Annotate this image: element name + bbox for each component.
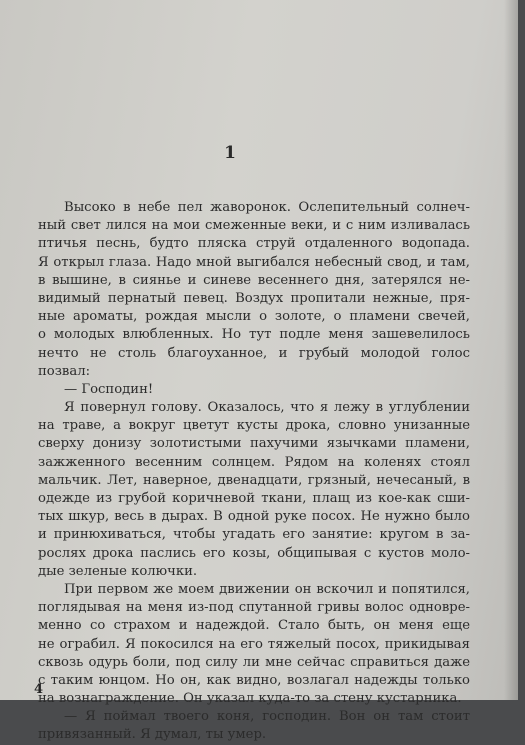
text-line: сквозь одурь боли, под силу ли мне сейчас справиться даже — [38, 654, 470, 670]
chapter-number: 1 — [224, 143, 236, 163]
text-line: привязанный. Я думал, ты умер. — [38, 727, 267, 743]
text-line: поглядывая на меня из-под спутанной гривы волос одновре- — [38, 600, 470, 616]
body-text — [38, 199, 470, 745]
text-line: в вышине, в сиянье и синеве весеннего дня, затерялся не- — [38, 272, 470, 288]
text-line: менно со страхом и надеждой. Стало быть, он меня еще — [38, 618, 470, 634]
text-line: на траве, а вокруг цветут кусты дрока, словно унизанные — [38, 418, 470, 434]
text-line: рослях дрока паслись его козы, общипывая с кустов моло- — [38, 545, 470, 561]
text-line: мальчик. Лет, наверное, двенадцати, грязный, нечесаный, в — [38, 472, 470, 488]
text-line: птичья песнь, будто пляска струй отдаленного водопада. — [38, 236, 470, 252]
text-line: ный свет лился на мои смеженные веки, и с ним изливалась — [38, 218, 470, 234]
text-line: нечто не столь благоуханное, и грубый молодой голос — [38, 345, 470, 361]
text-line: — Господин! — [64, 381, 154, 397]
text-line: — Я поймал твоего коня, господин. Вон он там стоит — [64, 709, 470, 725]
text-line: позвал: — [38, 363, 91, 379]
spine-shadow — [504, 0, 518, 700]
text-line: Я повернул голову. Оказалось, что я лежу в углублении — [64, 400, 470, 416]
text-line: ные ароматы, рождая мысли о золоте, о пламени свечей, — [38, 309, 470, 325]
text-line: сверху донизу золотистыми пахучими язычками пламени, — [38, 436, 470, 452]
text-line: о молодых влюбленных. Но тут подле меня зашевелилось — [38, 327, 470, 343]
text-line: и принюхиваться, чтобы угадать его занятие: кругом в за- — [38, 527, 470, 543]
text-line: одежде из грубой коричневой ткани, плащ из кое-как сши- — [38, 491, 470, 506]
page-number: 4 — [34, 682, 44, 697]
text-line: Высоко в небе пел жаворонок. Ослепительный солнеч- — [64, 200, 470, 215]
text-line: При первом же моем движении он вскочил и попятился, — [64, 581, 470, 597]
text-line: видимый пернатый певец. Воздух пропитали нежные, пря- — [38, 290, 470, 306]
text-line: зажженного весенним солнцем. Рядом на коленях стоял — [38, 454, 470, 470]
text-line: не ограбил. Я покосился на его тяжелый посох, прикидывая — [38, 636, 470, 652]
text-line: тых шкур, весь в дырах. В одной руке посох. Не нужно было — [38, 509, 470, 525]
text-line: на вознаграждение. Он указал куда-то за стену кустарника. — [38, 691, 462, 707]
text-line: с таким юнцом. Но он, как видно, возлагал надежды только — [38, 672, 470, 688]
text-line: Я открыл глаза. Надо мной выгибался небесный свод, и там, — [38, 254, 470, 270]
text-line: дые зеленые колючки. — [38, 563, 198, 579]
